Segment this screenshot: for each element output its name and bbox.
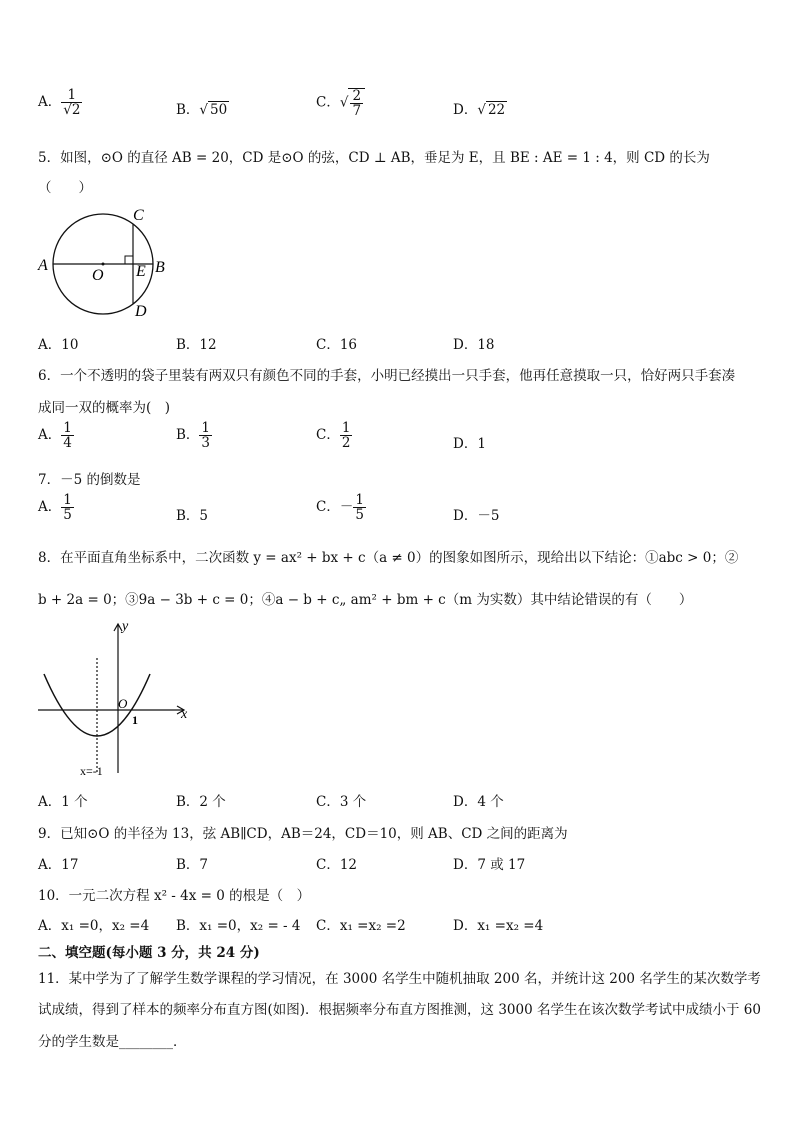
- graph-origin-label: O: [118, 696, 128, 711]
- q4-option-c: C．√ $\frac{2}{7}$: [316, 88, 365, 118]
- q4-option-b: B．√ 50: [176, 102, 228, 118]
- q7-text-line1: 7．－5 的倒数是: [38, 472, 141, 488]
- label-b: B: [155, 259, 165, 276]
- q8-text-line2: b + 2a = 0；③9a − 3b + c = 0；④a − b + c„ am² + bm + c（m 为实数）其中结论错误的有（ ）: [38, 592, 693, 608]
- q8-option-c: C．3 个: [316, 794, 367, 810]
- q9-option-d: D．7 或 17: [453, 857, 526, 873]
- q5-option-b: B．12: [176, 337, 217, 353]
- q8-option-d: D．4 个: [453, 794, 504, 810]
- graph-axis-label: x=-1: [80, 764, 103, 778]
- q5-circle-figure: [36, 204, 176, 320]
- q4-option-d: D．√ 22: [453, 102, 506, 118]
- q8-option-b: B．2 个: [176, 794, 226, 810]
- q5-option-a: A．10: [38, 337, 79, 353]
- label-o: O: [92, 267, 104, 284]
- q9-option-c: C．12: [316, 857, 358, 873]
- q6-text-line2: 成同一双的概率为( ): [38, 400, 171, 416]
- q7-option-c: C．－ $\frac{1}{5}$: [316, 492, 364, 524]
- section-2-title: 二、填空题(每小题 3 分，共 24 分): [38, 945, 260, 961]
- q4-option-a: A． $\frac{1}{√2}$: [38, 87, 81, 119]
- q5-text-line1: 5．如图，⊙O 的直径 AB = 20，CD 是⊙O 的弦，CD ⊥ AB，垂足为 E，且 BE : AE = 1 : 4，则 CD 的长为: [38, 150, 710, 166]
- q9-text-line1: 9．已知⊙O 的半径为 13，弦 AB∥CD，AB＝24，CD＝10，则 AB、CD 之间的距离为: [38, 826, 568, 842]
- label-e: E: [136, 263, 146, 280]
- q6-option-c: C． $\frac{1}{2}$: [316, 420, 351, 452]
- q11-text-line1: 11．某中学为了了解学生数学课程的学习情况，在 3000 名学生中随机抽取 200 名，并统计这 200 名学生的某次数学考: [38, 971, 761, 987]
- label-c: C: [133, 207, 144, 224]
- q5-option-d: D．18: [453, 337, 495, 353]
- q7-option-d: D．－5: [453, 508, 500, 524]
- q11-text-line3: 分的学生数是________．: [38, 1034, 187, 1050]
- q11-text-line2: 试成绩，得到了样本的频率分布直方图(如图)．根据频率分布直方图推测，这 3000 名学生在该次数学考试中成绩小于 60: [38, 1002, 761, 1018]
- q8-text-line1: 8．在平面直角坐标系中，二次函数 y = ax² + bx + c（a ≠ 0）的图象如图所示，现给出以下结论：①abc > 0；②: [38, 550, 739, 566]
- q8-option-a: A．1 个: [38, 794, 88, 810]
- q5-option-c: C．16: [316, 337, 358, 353]
- q6-text-line1: 6．一个不透明的袋子里装有两双只有颜色不同的手套，小明已经摸出一只手套，他再任意摸取一只，恰好两只手套凑: [38, 368, 736, 384]
- q10-option-a: A．x₁ =0，x₂ =4: [38, 918, 150, 934]
- q8-parabola-graph: [36, 618, 196, 780]
- q6-option-d: D．1: [453, 436, 486, 452]
- graph-one-label: 1: [132, 713, 138, 727]
- graph-x-label: x: [181, 707, 188, 722]
- q9-option-a: A．17: [38, 857, 79, 873]
- q10-option-b: B．x₁ =0，x₂ = - 4: [176, 918, 301, 934]
- q6-option-b: B． $\frac{1}{3}$: [176, 420, 211, 452]
- q10-text-line1: 10．一元二次方程 x² - 4x = 0 的根是（ ）: [38, 888, 311, 904]
- q9-option-b: B．7: [176, 857, 209, 873]
- q7-option-a: A． $\frac{1}{5}$: [38, 492, 72, 524]
- q6-option-a: A． $\frac{1}{4}$: [38, 420, 72, 452]
- q7-option-b: B．5: [176, 508, 209, 524]
- label-a: A: [38, 257, 48, 274]
- label-d: D: [135, 303, 147, 320]
- q10-option-c: C．x₁ =x₂ =2: [316, 918, 406, 934]
- q10-option-d: D．x₁ =x₂ =4: [453, 918, 544, 934]
- q5-text-line2: （ ）: [38, 180, 92, 196]
- graph-y-label: y: [122, 619, 129, 634]
